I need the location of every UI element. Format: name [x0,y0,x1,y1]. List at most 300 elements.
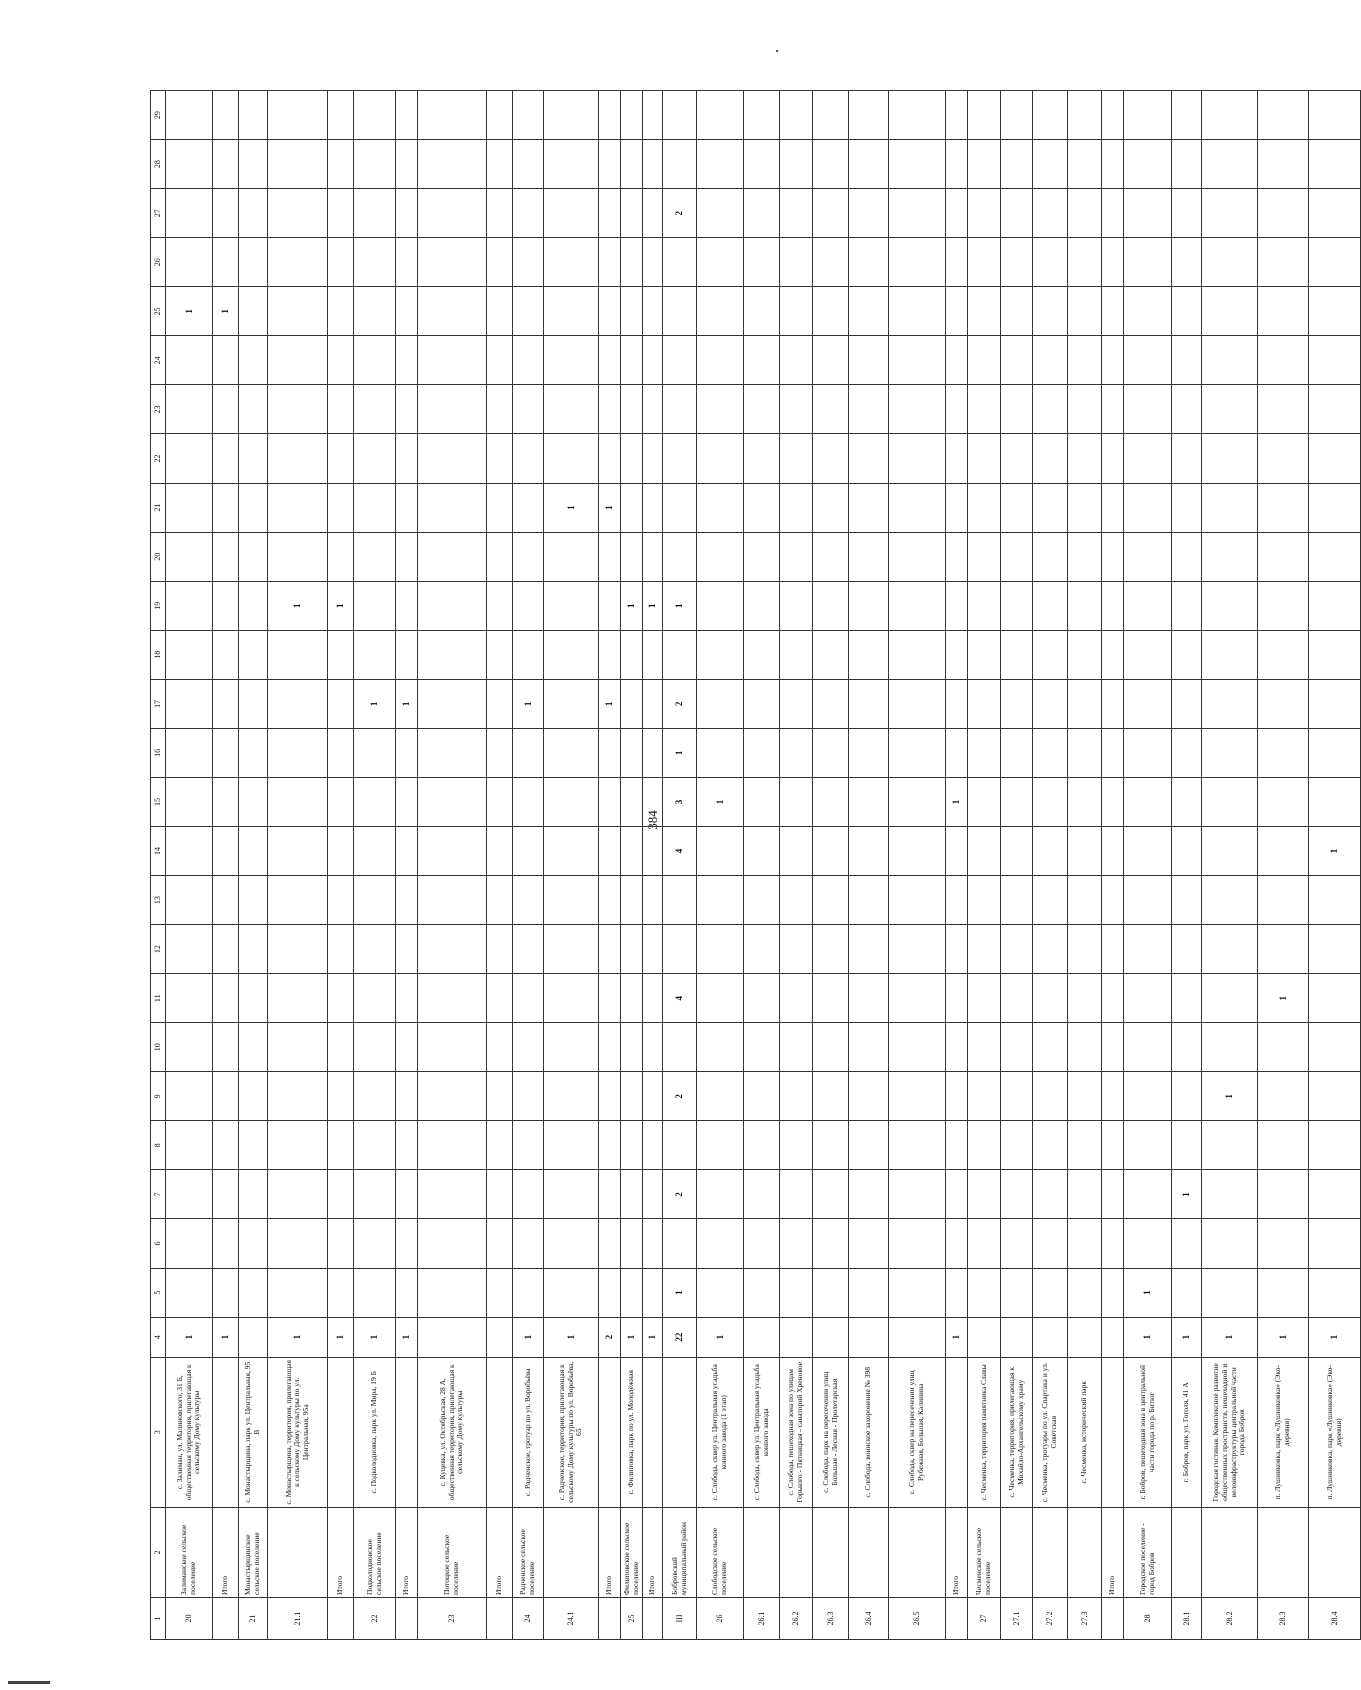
value-cell [1309,1268,1361,1317]
value-cell: 4 [663,974,697,1023]
value-cell [744,581,780,630]
value-cell [544,1219,599,1268]
value-cell [1309,630,1361,679]
settlement-cell: Чесменское сельское поселение [968,1507,1001,1597]
value-cell [889,385,946,434]
value-cell [889,581,946,630]
object-cell [328,1357,354,1507]
settlement-cell: Подколодновское сельское поселение [354,1507,396,1597]
value-cell [239,728,268,777]
object-cell: с. Радченское, территория, прилегающая к сельскому Дому культуры по ул. Воробьёва, 65 [544,1357,599,1507]
table-row [513,91,544,1640]
row-number: 26.3 [813,1597,849,1639]
value-cell [268,826,328,875]
value-cell [487,876,513,925]
value-cell [643,336,663,385]
value-cell [166,1219,213,1268]
value-cell: 1 [643,1317,663,1357]
value-cell [1102,1268,1124,1317]
value-cell [780,974,813,1023]
value-cell [513,1121,544,1170]
value-cell [487,1219,513,1268]
value-cell [1068,777,1102,826]
value-cell [1309,1121,1361,1170]
value-cell [328,630,354,679]
value-cell [849,974,889,1023]
value-cell [1172,1023,1202,1072]
value-cell [513,581,544,630]
value-cell [780,189,813,238]
value-cell [239,777,268,826]
value-cell: 1 [1309,826,1361,875]
column-header: 20 [151,532,166,581]
value-cell [487,1023,513,1072]
value-cell [813,728,849,777]
value-cell [513,91,544,140]
value-cell [396,336,418,385]
value-cell [1124,630,1172,679]
value-cell [1258,1170,1309,1219]
value-cell [239,1121,268,1170]
value-cell [1124,876,1172,925]
value-cell [1068,189,1102,238]
value-cell [1068,434,1102,483]
value-cell [354,630,396,679]
value-cell [513,1072,544,1121]
value-cell [744,385,780,434]
value-cell [1309,1023,1361,1072]
value-cell [599,238,621,287]
value-cell [663,140,697,189]
value-cell: 1 [621,581,643,630]
row-number: 27.2 [1033,1597,1068,1639]
value-cell: 1 [1124,1317,1172,1357]
object-cell: с. Подколодновка, парк ул. Мира, 19 Б [354,1357,396,1507]
value-cell [239,679,268,728]
value-cell [166,532,213,581]
value-cell [1202,91,1258,140]
value-cell [268,974,328,1023]
value-cell [643,1121,663,1170]
value-cell [813,140,849,189]
value-cell [1124,1170,1172,1219]
settlement-cell: Итого [599,1507,621,1597]
value-cell [643,1219,663,1268]
value-cell [1001,826,1033,875]
column-header: 17 [151,679,166,728]
value-cell [354,91,396,140]
value-cell [1102,189,1124,238]
value-cell [1202,483,1258,532]
value-cell: 1 [544,483,599,532]
value-cell [621,385,643,434]
value-cell [1001,777,1033,826]
value-cell [968,1170,1001,1219]
value-cell [268,483,328,532]
value-cell [1172,140,1202,189]
value-cell [166,1268,213,1317]
value-cell [968,336,1001,385]
value-cell [780,140,813,189]
value-cell [1124,140,1172,189]
value-cell: 1 [1258,1317,1309,1357]
value-cell [889,483,946,532]
settlement-cell: Монастырщинское сельское поселение [239,1507,268,1597]
value-cell [418,1268,487,1317]
value-cell [1102,581,1124,630]
value-cell [780,238,813,287]
value-cell [513,140,544,189]
value-cell [599,1023,621,1072]
value-cell [396,189,418,238]
value-cell [354,1072,396,1121]
table-row [418,91,487,1640]
value-cell [621,238,643,287]
value-cell [643,728,663,777]
value-cell [396,140,418,189]
value-cell [213,238,239,287]
value-cell [697,826,744,875]
value-cell [1124,777,1172,826]
value-cell [354,1023,396,1072]
column-header: 10 [151,1023,166,1072]
value-cell [354,581,396,630]
value-cell [1309,238,1361,287]
value-cell [599,777,621,826]
value-cell [213,434,239,483]
value-cell [418,189,487,238]
value-cell [328,826,354,875]
object-cell: с. Чесменка, исторический парк [1068,1357,1102,1507]
value-cell [621,483,643,532]
value-cell [1172,876,1202,925]
value-cell: 1 [1202,1317,1258,1357]
value-cell: 1 [213,287,239,336]
value-cell [1001,434,1033,483]
settlement-cell: Итого [946,1507,968,1597]
value-cell [968,925,1001,974]
column-header: 21 [151,483,166,532]
value-cell: 1 [328,1317,354,1357]
value-cell [268,336,328,385]
value-cell [968,1219,1001,1268]
value-cell [328,1023,354,1072]
value-cell [1068,140,1102,189]
value-cell [968,974,1001,1023]
value-cell [849,679,889,728]
value-cell [1068,679,1102,728]
value-cell: 1 [1172,1170,1202,1219]
value-cell [166,1170,213,1219]
value-cell [744,630,780,679]
value-cell [946,434,968,483]
settlement-cell [889,1507,946,1597]
value-cell [1309,140,1361,189]
value-cell [166,679,213,728]
settlement-cell [744,1507,780,1597]
value-cell [697,238,744,287]
object-cell: с. Чесменка, территория памятника Славы [968,1357,1001,1507]
row-number: 24.1 [544,1597,599,1639]
value-cell [1172,679,1202,728]
value-cell [780,1072,813,1121]
value-cell [1124,925,1172,974]
value-cell [544,238,599,287]
value-cell [1309,581,1361,630]
value-cell [663,876,697,925]
value-cell [328,1170,354,1219]
value-cell [1068,287,1102,336]
value-cell [849,287,889,336]
value-cell [418,238,487,287]
value-cell [1068,238,1102,287]
value-cell [418,1121,487,1170]
value-cell [1124,434,1172,483]
value-cell [1258,777,1309,826]
value-cell [621,777,643,826]
value-cell [1202,974,1258,1023]
value-cell [354,238,396,287]
value-cell [697,336,744,385]
value-cell [780,777,813,826]
value-cell: 1 [513,679,544,728]
value-cell [354,974,396,1023]
value-cell [1124,189,1172,238]
object-cell: с. Слобода, сквер ул. Центральная усадьба конного завода (1 этап) [697,1357,744,1507]
value-cell [643,385,663,434]
value-cell [213,1072,239,1121]
value-cell [544,287,599,336]
value-cell [946,1023,968,1072]
settlement-cell: Итого [396,1507,418,1597]
value-cell [621,336,643,385]
value-cell [396,434,418,483]
scan-edge-mark [8,1681,50,1684]
value-cell [780,1023,813,1072]
value-cell [643,974,663,1023]
value-cell [1124,581,1172,630]
value-cell [544,1121,599,1170]
value-cell [268,1170,328,1219]
value-cell [268,1121,328,1170]
value-cell [239,287,268,336]
value-cell [1258,1268,1309,1317]
value-cell [513,925,544,974]
value-cell [239,1023,268,1072]
value-cell [697,1121,744,1170]
column-header: 25 [151,287,166,336]
value-cell [1102,728,1124,777]
value-cell [1001,974,1033,1023]
value-cell [1001,728,1033,777]
value-cell [1309,336,1361,385]
value-cell [1102,336,1124,385]
value-cell [1068,581,1102,630]
value-cell [1172,189,1202,238]
value-cell [1202,777,1258,826]
value-cell [849,728,889,777]
value-cell [1258,238,1309,287]
value-cell [1202,826,1258,875]
table-row [849,91,889,1640]
row-number: III [663,1597,697,1639]
value-cell [513,532,544,581]
value-cell: 1 [621,1317,643,1357]
value-cell [328,876,354,925]
value-cell [1033,287,1068,336]
value-cell [268,189,328,238]
value-cell [889,1023,946,1072]
value-cell: 1 [946,777,968,826]
value-cell [946,630,968,679]
value-cell [813,974,849,1023]
value-cell [780,581,813,630]
value-cell [1202,434,1258,483]
value-cell [744,483,780,532]
value-cell [1124,1219,1172,1268]
object-cell: с. Залиман, ул. Малиновского, 31 Б, общественная территория, прилегающая к сельскому Дому культуры [166,1357,213,1507]
value-cell [354,483,396,532]
value-cell [621,287,643,336]
value-cell [780,287,813,336]
column-header: 23 [151,385,166,434]
table-row [1202,91,1258,1640]
value-cell [697,532,744,581]
value-cell: 2 [663,679,697,728]
value-cell [1001,238,1033,287]
value-cell [946,876,968,925]
value-cell: 4 [663,826,697,875]
value-cell [643,1268,663,1317]
header-row [151,91,166,1640]
value-cell: 1 [1172,1317,1202,1357]
settlement-cell [268,1507,328,1597]
value-cell [1001,925,1033,974]
value-cell [744,238,780,287]
value-cell [643,925,663,974]
value-cell [1124,336,1172,385]
value-cell [889,974,946,1023]
value-cell [744,1072,780,1121]
value-cell [396,777,418,826]
value-cell [744,140,780,189]
value-cell [946,679,968,728]
value-cell [1068,1268,1102,1317]
value-cell [1202,1170,1258,1219]
value-cell [744,189,780,238]
row-number [328,1597,354,1639]
value-cell [1033,1219,1068,1268]
value-cell [1258,630,1309,679]
value-cell [213,483,239,532]
value-cell [513,826,544,875]
row-number: 23 [418,1597,487,1639]
column-header: 1 [151,1597,166,1639]
value-cell [1068,1072,1102,1121]
value-cell [849,876,889,925]
value-cell [599,630,621,679]
settlement-cell: Залиманское сельское поселение [166,1507,213,1597]
data-table [150,90,1361,1640]
value-cell [1124,1072,1172,1121]
value-cell [166,140,213,189]
value-cell [239,189,268,238]
value-cell [513,728,544,777]
table-row [487,91,513,1640]
value-cell: 1 [663,1268,697,1317]
value-cell [697,140,744,189]
row-number: 28.2 [1202,1597,1258,1639]
value-cell [946,1121,968,1170]
table-row [780,91,813,1640]
value-cell: 1 [396,679,418,728]
object-cell: Городская гостиная. Комплексное развитие общественных пространств, пешеходной и велоинфраструктуры центральной части города Бобров [1202,1357,1258,1507]
value-cell [1033,728,1068,777]
value-cell [813,1023,849,1072]
value-cell [599,336,621,385]
value-cell [1068,532,1102,581]
value-cell [166,581,213,630]
object-cell: с. Чесменка, территория, прилегающая к Михайло-Архангельскому храму [1001,1357,1033,1507]
value-cell [418,336,487,385]
value-cell [663,483,697,532]
value-cell [544,1170,599,1219]
value-cell [1033,826,1068,875]
value-cell [599,532,621,581]
object-cell: с. Филиповка, парк по ул. Молодёжная [621,1357,643,1507]
value-cell [544,385,599,434]
column-header: 4 [151,1317,166,1357]
value-cell [239,532,268,581]
value-cell: 1 [1124,1268,1172,1317]
value-cell [1102,1121,1124,1170]
value-cell [813,238,849,287]
settlement-cell [544,1507,599,1597]
value-cell [396,1268,418,1317]
value-cell [1172,826,1202,875]
value-cell [487,385,513,434]
value-cell [396,826,418,875]
value-cell [1033,1268,1068,1317]
value-cell [487,1072,513,1121]
value-cell [813,581,849,630]
value-cell [744,434,780,483]
value-cell [1309,91,1361,140]
value-cell [1258,1023,1309,1072]
value-cell [1102,1219,1124,1268]
value-cell [328,925,354,974]
value-cell [621,679,643,728]
value-cell [354,532,396,581]
value-cell [697,91,744,140]
table-row [544,91,599,1640]
value-cell [513,189,544,238]
column-header: 12 [151,925,166,974]
value-cell [544,728,599,777]
value-cell [213,532,239,581]
value-cell [328,1268,354,1317]
value-cell [418,876,487,925]
value-cell [663,385,697,434]
object-cell [643,1357,663,1507]
row-number: 26 [697,1597,744,1639]
settlement-cell [1172,1507,1202,1597]
value-cell [744,1170,780,1219]
value-cell [1258,189,1309,238]
value-cell [544,581,599,630]
value-cell [513,483,544,532]
value-cell [1033,974,1068,1023]
